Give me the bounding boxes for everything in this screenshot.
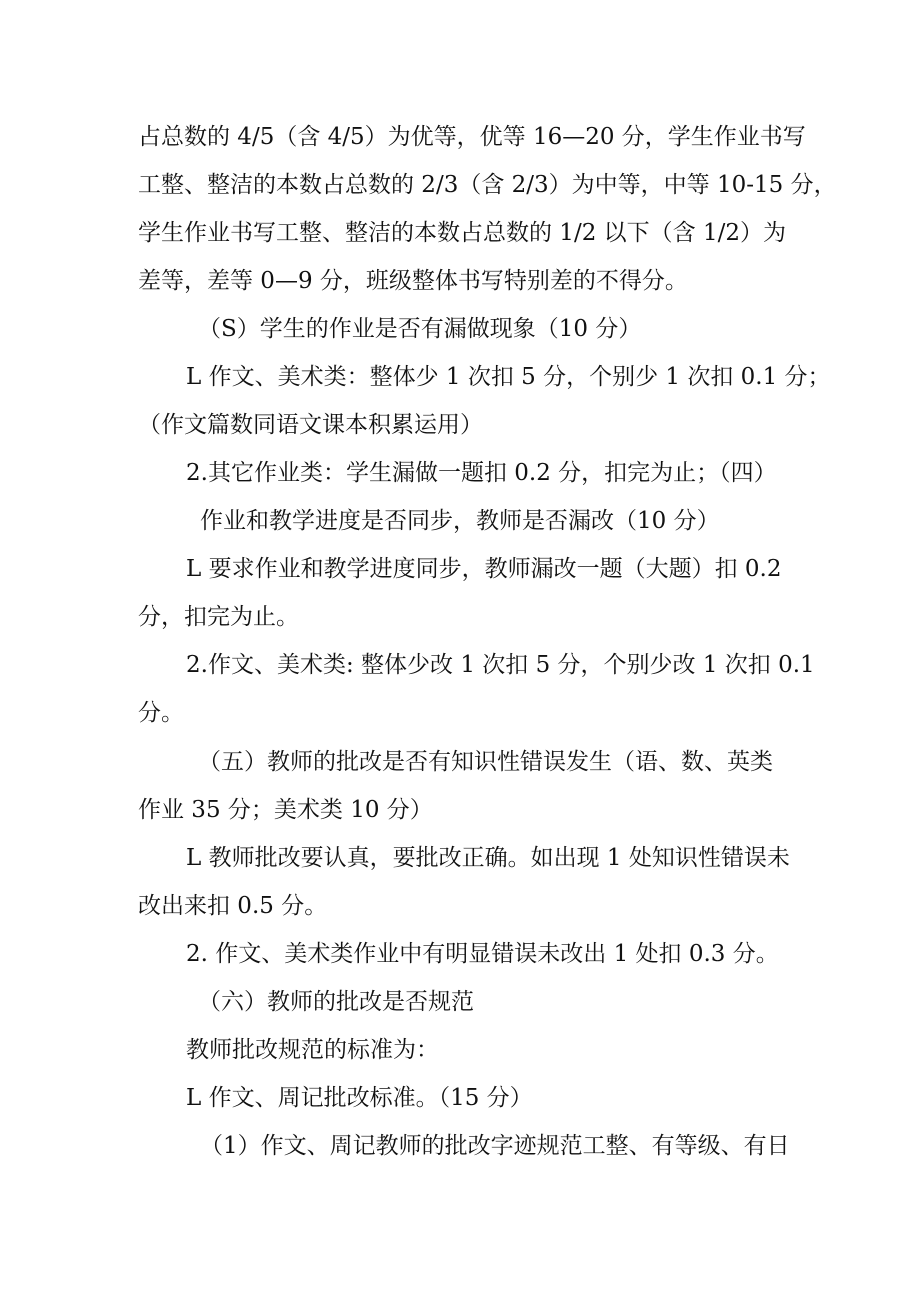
section-heading: （S）学生的作业是否有漏做现象（10 分）: [198, 316, 642, 342]
section-heading: 作业和教学进度是否同步，教师是否漏改（10 分）: [200, 508, 720, 534]
text-line: 学生作业书写工整、整洁的本数占总数的 1/2 以下（含 1/2）为: [138, 220, 786, 246]
text-line: L 作文、美术类：整体少 1 次扣 5 分，个别少 1 次扣 0.1 分；: [186, 364, 831, 390]
text-line: 工整、整洁的本数占总数的 2/3（含 2/3）为中等，中等 10-15 分，: [138, 172, 837, 198]
text-line: 2.其它作业类：学生漏做一题扣 0.2 分，扣完为止；（四）: [186, 460, 777, 486]
text-line: 差等，差等 0—9 分，班级整体书写特别差的不得分。: [138, 268, 688, 294]
text-line: 占总数的 4/5（含 4/5）为优等，优等 16—20 分，学生作业书写: [138, 124, 806, 150]
text-line: L 作文、周记批改标准。（15 分）: [186, 1085, 533, 1111]
text-line: 改出来扣 0.5 分。: [138, 893, 328, 919]
text-line: 分。: [138, 700, 184, 726]
text-line: （1）作文、周记教师的批改字迹规范工整、有等级、有日: [200, 1133, 790, 1159]
section-heading: （六）教师的批改是否规范: [198, 989, 474, 1015]
text-line: L 要求作业和教学进度同步，教师漏改一题（大题）扣 0.2: [186, 556, 782, 582]
text-line: L 教师批改要认真，要批改正确。如出现 1 处知识性错误未: [186, 845, 790, 871]
text-line: 2. 作文、美术类作业中有明显错误未改出 1 处扣 0.3 分。: [186, 941, 779, 967]
text-line: 分，扣完为止。: [138, 604, 299, 630]
section-heading: （五）教师的批改是否有知识性错误发生（语、数、英类: [198, 749, 773, 775]
text-line: 2.作文、美术类: 整体少改 1 次扣 5 分，个别少改 1 次扣 0.1: [186, 652, 815, 678]
text-line: 教师批改规范的标准为：: [186, 1037, 439, 1063]
text-line: 作业 35 分；美术类 10 分）: [138, 797, 433, 823]
text-line: （作文篇数同语文课本积累运用）: [138, 412, 483, 438]
